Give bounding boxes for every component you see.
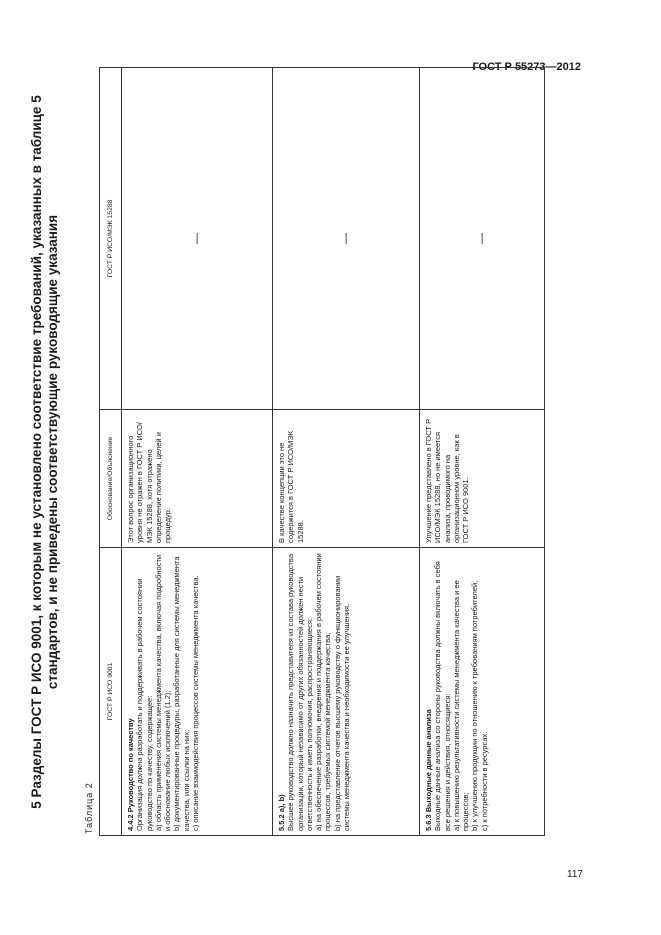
clause-title: 5.6.3 Выходные данные анализа bbox=[424, 709, 433, 831]
rationale-cell: Этот вопрос организационного уровня не отражен в ГОСТ Р ИСО/МЭК 15288, хотя отражено определение политики, целей и процедур. bbox=[122, 410, 273, 548]
clause-text: Выходные данные анализа со стороны руководства должны включать в себя все решения и действия, относящиеся: bbox=[433, 561, 452, 831]
section-title-line-1: 5 Разделы ГОСТ Р ИСО 9001, к которым не установлено соответствие требований, указанных в таблице 5 bbox=[29, 95, 44, 809]
clause-text: a) на обеспечение разработки, внедрения и поддержания в рабочем состоянии процессов, требуемых системой менеджмента качества; bbox=[314, 553, 333, 831]
clause-cell bbox=[122, 548, 273, 836]
table-row bbox=[122, 68, 273, 836]
clause-text: b) на представление отчетов высшему руководству о функционировании системы менеджмента качества и необходимости ее улучшения. bbox=[332, 575, 352, 831]
clause-text: Высшее руководство должно назначить представителя из состава руководства организации, который независимо от других обязанностей должен нести ответственность и иметь полномочия, распространяющиеся: bbox=[286, 553, 314, 831]
column-header-rationale: Обоснование/Объяснение bbox=[100, 410, 122, 548]
reference-cell: — bbox=[273, 68, 420, 410]
section-title-line-2: стандартов, и не приведены соответствующие руководящие указания bbox=[45, 214, 60, 690]
column-header-iso9001: ГОСТ Р ИСО 9001 bbox=[100, 548, 122, 836]
table-row bbox=[273, 68, 420, 836]
clause-text: c) описание взаимодействия процессов системы менеджмента качества. bbox=[191, 575, 201, 831]
reference-cell: — bbox=[420, 68, 545, 410]
table-row bbox=[420, 68, 545, 836]
rationale-cell: В качестве концепции это не содержится в ГОСТ Р ИСО/МЭК 15288. bbox=[273, 410, 420, 548]
clause-text: Организация должна разработать и поддерживать в рабочем состоянии руководство по качеству, содержащее: bbox=[135, 578, 154, 831]
standard-number: ГОСТ Р 55273—2012 bbox=[472, 61, 581, 73]
rationale-cell: Улучшение представлено в ГОСТ Р ИСО/МЭК 15288, но не имеется анализа, проводимого на организационном уровне, как в ГОСТ Р ИСО 9001. bbox=[420, 410, 545, 548]
clause-title: 4.4.2 Руководство по качеству bbox=[126, 718, 135, 831]
reference-cell: — bbox=[122, 68, 273, 410]
clause-text: c) к потребности в ресурсах. bbox=[479, 731, 489, 831]
clause-text: a) область применения системы менеджмента качества, включая подробности и обоснование любых исключений (1.2); bbox=[153, 554, 173, 831]
clause-title: 5.5.2 a), b) bbox=[277, 794, 286, 831]
section-heading bbox=[29, 68, 61, 836]
table-header-row bbox=[100, 68, 122, 836]
clause-text: a) к повышению результативности системы менеджмента качества и ее процессов; bbox=[451, 580, 471, 831]
page-number: 117 bbox=[567, 869, 583, 880]
requirements-table bbox=[99, 67, 545, 836]
clause-cell bbox=[273, 548, 420, 836]
rotated-content bbox=[29, 68, 603, 836]
table-label: Таблица 2 bbox=[84, 782, 94, 834]
column-header-iso15288: ГОСТ Р ИСО/МЭК 15288 bbox=[100, 68, 122, 410]
clause-text: b) к улучшению продукции по отношению к требованиям потребителей; bbox=[470, 580, 480, 831]
clause-cell bbox=[420, 548, 545, 836]
clause-text: b) документированные процедуры, разработанные для системы менеджмента качества, или ссылки на них; bbox=[172, 556, 191, 831]
